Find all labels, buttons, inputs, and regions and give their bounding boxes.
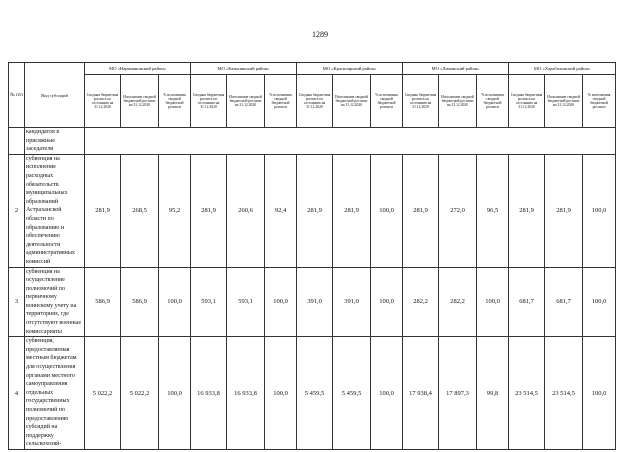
row-number-cell: [9, 128, 25, 155]
value-cell: 100,0: [371, 154, 403, 267]
value-cell: 16 933,8: [227, 337, 265, 450]
header-municipality: МО «Наримановский район»: [85, 63, 191, 75]
value-cell: 681,7: [509, 267, 545, 337]
value-cell: 681,7: [545, 267, 583, 337]
value-cell: 100,0: [583, 267, 616, 337]
value-cell: 23 514,5: [545, 337, 583, 450]
header-subsidy-kind: Вид субсидий: [25, 63, 85, 128]
value-cell: 260,6: [227, 154, 265, 267]
table-row: [9, 267, 616, 337]
value-cell: 23 514,5: [509, 337, 545, 450]
header-row-municipalities: [9, 63, 616, 75]
value-cell: 17 897,3: [439, 337, 477, 450]
header-col-pct: % исполнения сводной бюджетной росписи: [159, 75, 191, 128]
header-col-pct: % исполнения сводной бюджетной росписи: [583, 75, 616, 128]
value-cell: 268,5: [121, 154, 159, 267]
value-cell: 5 459,5: [333, 337, 371, 450]
value-cell: 16 933,8: [191, 337, 227, 450]
header-col-pct: % исполнения сводной бюджетной росписи: [477, 75, 509, 128]
value-cell: 281,9: [333, 154, 371, 267]
header-col-exec: Исполнение сводной бюджетной росписи на 31.12.2020: [439, 75, 477, 128]
value-cell: 281,9: [545, 154, 583, 267]
value-cell: 281,9: [191, 154, 227, 267]
value-cell: 391,0: [297, 267, 333, 337]
value-cell: 100,0: [159, 337, 191, 450]
value-cell: 5 022,2: [85, 337, 121, 450]
header-col-plan: Сводная бюджетная роспись по состоянию на 31.12.2020: [509, 75, 545, 128]
header-col-exec: Исполнение сводной бюджетной росписи на 31.12.2020: [227, 75, 265, 128]
header-municipality: МО «Камызякский район»: [191, 63, 297, 75]
value-cell: 593,1: [191, 267, 227, 337]
value-cell: 586,9: [121, 267, 159, 337]
subsidy-kind: субвенция на исполнение расходных обязательств муниципальных образований Астраханской области по образованию и обеспечению деятельности административных комиссий: [25, 154, 85, 267]
header-municipality: МО «Красноярский район»: [297, 63, 403, 75]
header-row-number: № п/п: [9, 63, 25, 128]
value-cell: 100,0: [583, 337, 616, 450]
header-col-exec: Исполнение сводной бюджетной росписи на 31.12.2020: [333, 75, 371, 128]
row-number: 2: [9, 154, 25, 267]
table-row: [9, 154, 616, 267]
header-col-exec: Исполнение сводной бюджетной росписи на 31.12.2020: [121, 75, 159, 128]
value-cell: 281,9: [509, 154, 545, 267]
page-number: 1289: [312, 30, 328, 39]
value-cell: 100,0: [265, 267, 297, 337]
value-cell: 391,0: [333, 267, 371, 337]
subsidy-table: [8, 62, 616, 450]
value-cell: 100,0: [159, 267, 191, 337]
value-cell: 100,0: [371, 267, 403, 337]
value-cell: 100,0: [265, 337, 297, 450]
value-cell: 282,2: [403, 267, 439, 337]
continuation-text: кандидатов в присяжные заседатели: [25, 128, 85, 155]
row-number: 3: [9, 267, 25, 337]
value-cell: 92,4: [265, 154, 297, 267]
header-row-columns: [9, 75, 616, 128]
value-cell: 281,9: [85, 154, 121, 267]
empty-cells: [85, 128, 616, 155]
value-cell: 95,2: [159, 154, 191, 267]
continuation-row: [9, 128, 616, 155]
header-municipality: МО «Харабалинский район»: [509, 63, 616, 75]
value-cell: 100,0: [583, 154, 616, 267]
header-municipality: МО «Лиманский район»: [403, 63, 509, 75]
value-cell: 593,1: [227, 267, 265, 337]
value-cell: 5 459,5: [297, 337, 333, 450]
table-row: [9, 337, 616, 450]
value-cell: 272,0: [439, 154, 477, 267]
header-col-pct: % исполнения сводной бюджетной росписи: [265, 75, 297, 128]
header-col-plan: Сводная бюджетная роспись по состоянию на 31.12.2020: [191, 75, 227, 128]
value-cell: 100,0: [477, 267, 509, 337]
value-cell: 281,9: [297, 154, 333, 267]
row-number: 4: [9, 337, 25, 450]
subsidy-kind: субвенция, предоставляемая местным бюджетам для осуществления органами местного самоуправления отдельных государственных полномочий по предоставлению субсидий на поддержку сельскохозяй-: [25, 337, 85, 450]
value-cell: 281,9: [403, 154, 439, 267]
header-col-plan: Сводная бюджетная роспись по состоянию на 31.12.2020: [85, 75, 121, 128]
subsidy-kind: субвенция на осуществление полномочий по первичному воинскому учету на территориях, где отсутствуют военные комиссариаты: [25, 267, 85, 337]
value-cell: 282,2: [439, 267, 477, 337]
value-cell: 586,9: [85, 267, 121, 337]
value-cell: 99,8: [477, 337, 509, 450]
header-col-plan: Сводная бюджетная роспись по состоянию на 31.12.2020: [403, 75, 439, 128]
header-col-plan: Сводная бюджетная роспись по состоянию на 31.12.2020: [297, 75, 333, 128]
value-cell: 100,0: [371, 337, 403, 450]
header-col-pct: % исполнения сводной бюджетной росписи: [371, 75, 403, 128]
header-col-exec: Исполнение сводной бюджетной росписи на 31.12.2020: [545, 75, 583, 128]
value-cell: 96,5: [477, 154, 509, 267]
value-cell: 5 022,2: [121, 337, 159, 450]
value-cell: 17 938,4: [403, 337, 439, 450]
